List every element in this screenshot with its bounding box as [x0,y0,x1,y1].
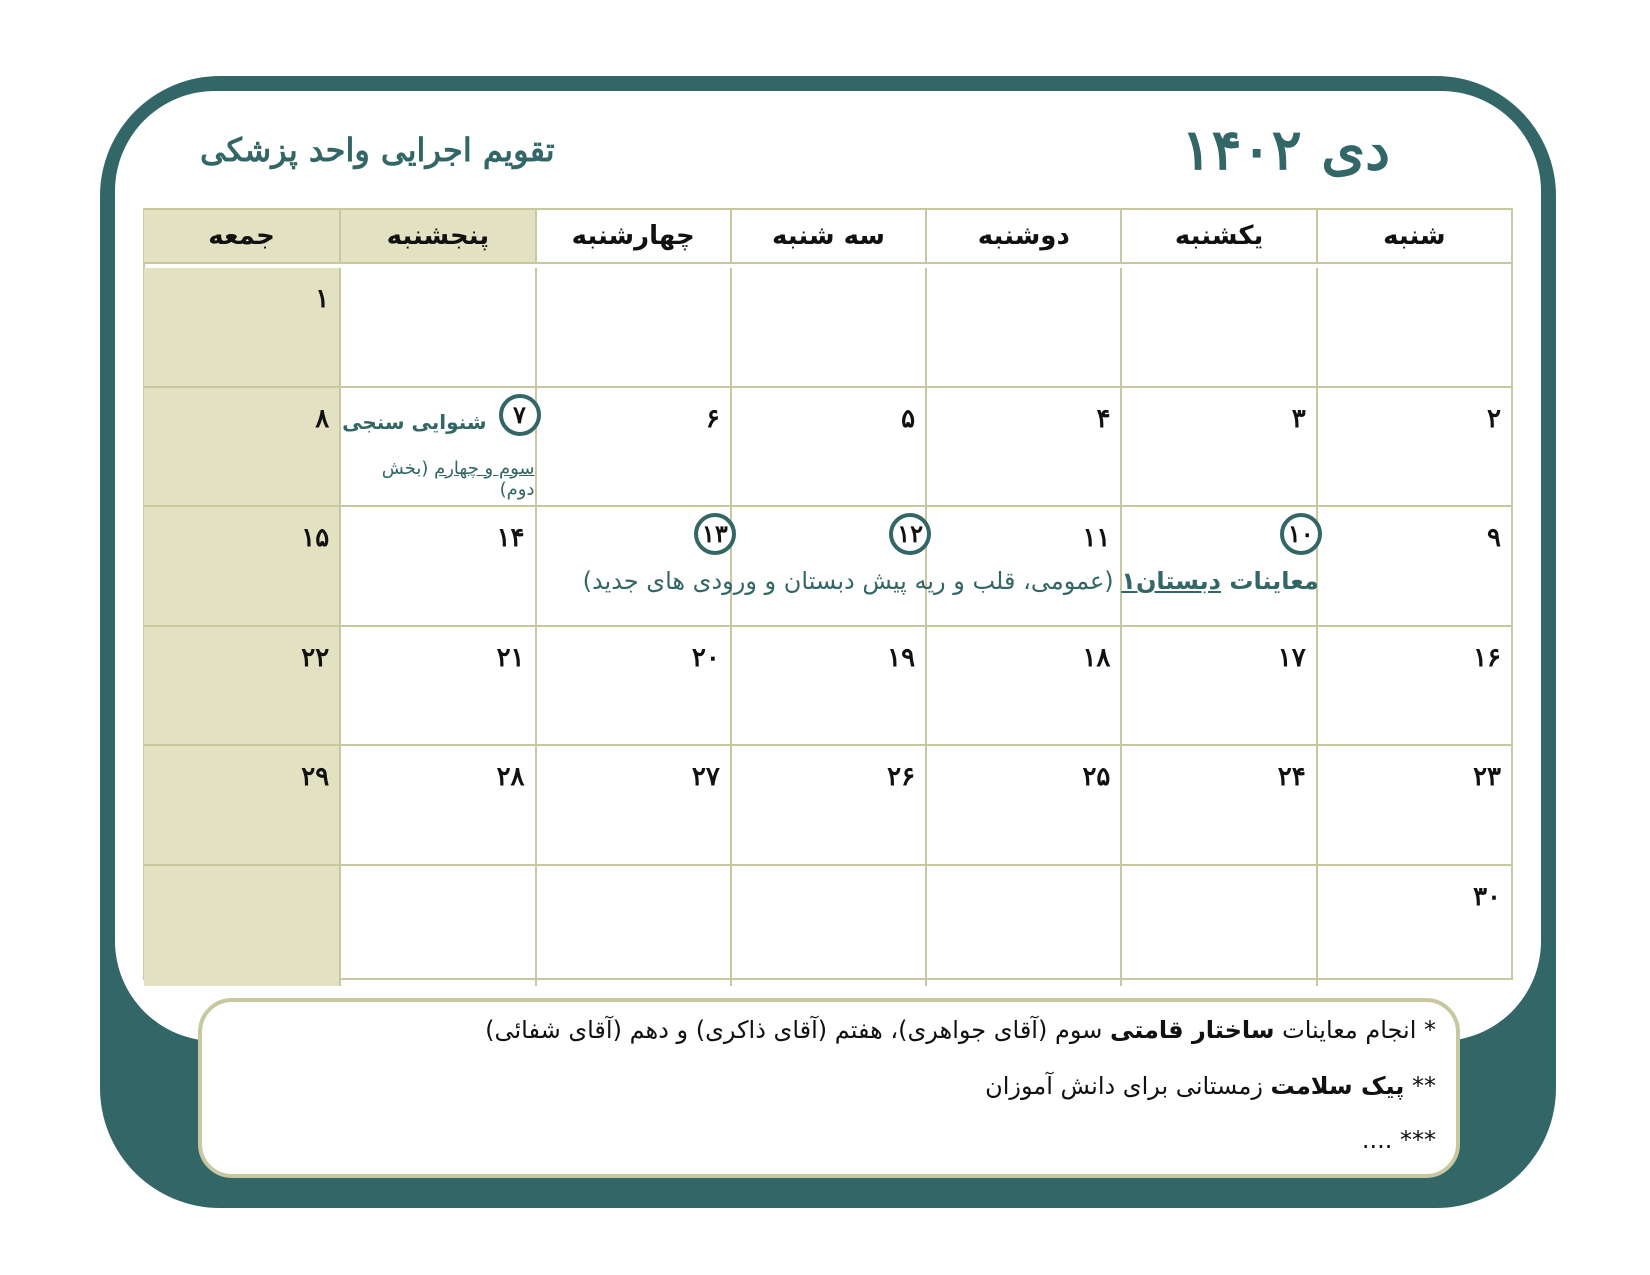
day-number: ۶ [705,403,720,434]
day-number: ۱۴ [496,523,525,554]
day-cell[interactable] [535,388,730,508]
day-cell[interactable] [1316,746,1511,866]
day-cell[interactable] [730,388,925,508]
note-1: * انجام معاینات ساختار قامتی سوم (آقای جواهری)، هفتم (آقای ذاکری) و دهم (آقای شفائی) [485,1016,1436,1044]
day-cell[interactable] [144,746,339,866]
day-number: ۲۳ [1473,762,1501,793]
day-number: ۲۲ [301,642,330,673]
day-number: ۱۱ [1082,523,1111,554]
event-exams-line [583,567,1319,595]
day-cell[interactable] [535,746,730,866]
calendar-grid [143,208,1513,980]
day-cell[interactable] [925,866,1120,986]
day-cell[interactable] [144,268,339,388]
event-hearing-part: (بخش دوم) [381,457,535,500]
day-cell[interactable] [925,268,1120,388]
day-cell[interactable] [1120,627,1315,747]
day-cell[interactable] [1316,866,1511,986]
note-2: ** پیک سلامت زمستانی برای دانش آموزان [985,1072,1436,1100]
weekday-header: پنجشنبه [339,210,534,264]
day-cell[interactable] [730,627,925,747]
weekday-header: چهارشنبه [535,210,730,264]
day-number: ۲۴ [1277,762,1306,793]
weekday-header: دوشنبه [925,210,1120,264]
event-hearing-title: شنوایی سنجی [342,409,487,434]
day-number-circled: ۷ [499,394,541,436]
day-cell[interactable] [1316,507,1511,627]
day-cell[interactable] [144,627,339,747]
day-number: ۲ [1487,403,1501,434]
day-number: ۹ [1487,523,1501,554]
day-cell[interactable] [339,866,534,986]
day-cell[interactable] [1120,746,1315,866]
weekday-header: سه شنبه [730,210,925,264]
day-number: ۱ [315,284,330,314]
note-3: *** .... [1361,1126,1436,1154]
day-number: ۲۷ [691,762,720,793]
event-exams-title: معاینات [1220,567,1319,596]
event-hearing-subtitle [341,458,534,500]
day-number: ۳ [1291,403,1306,434]
day-cell[interactable] [730,866,925,986]
day-cell[interactable] [339,746,534,866]
day-number: ۲۰ [691,642,720,673]
calendar-title: تقویم اجرایی واحد پزشکی [200,131,555,169]
event-exams-school: دبستان۱ [1121,567,1221,596]
day-cell[interactable] [925,627,1120,747]
day-number: ۲۶ [887,762,916,793]
day-cell[interactable] [1316,268,1511,388]
weekday-header: یکشنبه [1120,210,1315,264]
day-number-circled: ۱۰ [1280,513,1322,555]
event-exams-details: (عمومی، قلب و ریه پیش دبستان و ورودی های جدید) [582,567,1122,596]
day-cell[interactable] [144,507,339,627]
day-cell[interactable] [144,388,339,508]
day-cell[interactable] [339,507,534,627]
day-number: ۱۵ [301,523,330,554]
day-cell[interactable] [144,866,339,986]
day-cell[interactable] [1316,388,1511,508]
day-number: ۸ [315,403,330,434]
weekday-header: شنبه [1316,210,1511,264]
day-cell[interactable] [925,746,1120,866]
day-cell[interactable] [925,388,1120,508]
day-number: ۲۵ [1082,762,1111,793]
day-cell[interactable] [730,268,925,388]
day-number-circled: ۱۲ [889,513,931,555]
day-cell[interactable] [339,627,534,747]
day-number: ۲۸ [496,762,525,793]
day-cell[interactable] [339,388,534,508]
day-cell[interactable] [1316,627,1511,747]
day-cell[interactable] [339,268,534,388]
day-number-circled: ۱۳ [694,513,736,555]
day-cell[interactable] [535,627,730,747]
weekday-header: جمعه [144,210,339,264]
day-cell[interactable] [535,866,730,986]
day-cell[interactable] [535,268,730,388]
day-cell[interactable] [1120,388,1315,508]
day-number: ۱۶ [1473,642,1501,673]
event-hearing-grades: سوم و چهارم [434,457,535,479]
notes-box [198,998,1460,1178]
day-number: ۲۱ [496,642,525,673]
day-number: ۱۸ [1082,642,1111,673]
day-number: ۵ [901,403,916,434]
day-number: ۴ [1096,403,1111,434]
day-cell[interactable] [1120,268,1315,388]
day-number: ۱۷ [1277,642,1306,673]
day-number: ۲۹ [301,762,330,793]
month-title: دی ۱۴۰۲ [1181,117,1390,183]
day-number: ۱۹ [887,642,916,673]
day-cell[interactable] [730,746,925,866]
day-number: ۳۰ [1473,882,1501,912]
day-cell[interactable] [1120,866,1315,986]
